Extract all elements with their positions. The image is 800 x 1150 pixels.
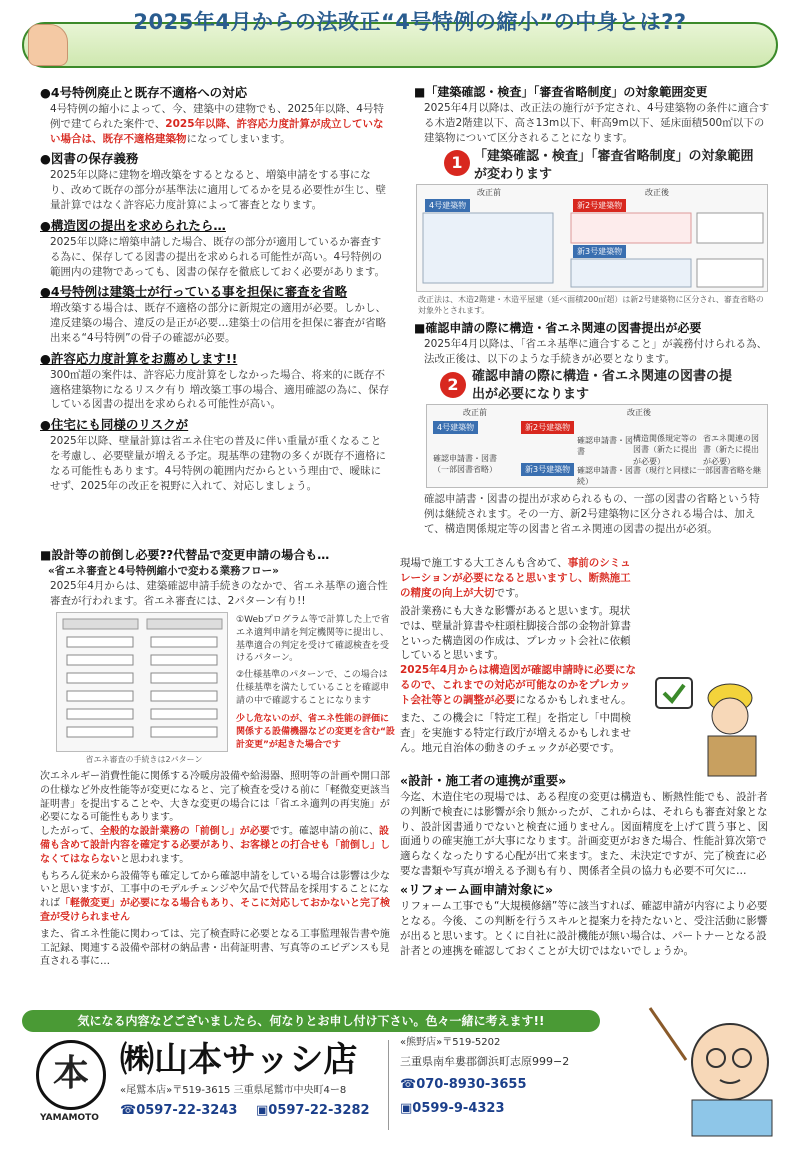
section-heading: «設計・施工者の連携が重要» bbox=[400, 773, 567, 788]
body-text: です。確認申請の前に、 bbox=[269, 826, 380, 838]
company-name: ㈱山本サッシ店 bbox=[120, 1040, 358, 1080]
branch-address: 三重県南牟婁郡御浜町志原999−2 bbox=[400, 1055, 570, 1068]
section-body: 2025年以降に増築申請した場合、既存の部分が適用しているか審査する為に、保存してる図書の提出を求められる可能性が高い。4号特例の範囲内の建物であっても、図書の保存を徹底しておく必要があります。 bbox=[50, 235, 386, 278]
design-section bbox=[40, 543, 396, 609]
section-storage bbox=[40, 150, 390, 212]
figure-box: 構造関係規定等の図書（新たに提出が必要） bbox=[633, 434, 697, 466]
body-text: になってしまいます。 bbox=[186, 132, 291, 145]
body-text: したがって、 bbox=[40, 826, 100, 838]
section-heading: ●4号特例は建築士が行っている事を担保に審査を省略 bbox=[40, 284, 348, 300]
section-heading: ■「建築確認・検査」「審査省略制度」の対象範囲変更 bbox=[414, 85, 708, 99]
section-heading: ●4号特例廃止と既存不適格への対応 bbox=[40, 85, 248, 100]
section-allowable-stress bbox=[40, 350, 390, 412]
body-text: 設計業務にも大きな影響があると思います。現状では、壁量計算書や柱頭柱脚接合部の金物計算書といった構造図の作成は、プレカット会社に依頼していると思います。 bbox=[400, 604, 631, 662]
worker-illustration bbox=[652, 668, 772, 778]
section-heading: ●住宅にも同様のリスクが bbox=[40, 417, 189, 433]
figure-1-graphic bbox=[417, 185, 769, 293]
figure-box: 確認申請書・図書（一部図書省略） bbox=[433, 454, 497, 475]
branch-tel-number: 070-8930-3655 bbox=[416, 1077, 527, 1092]
thumbs-up-icon bbox=[28, 24, 68, 66]
section-body: 2025年4月以降は、改正法の施行が予定され、4号建築物の条件に適合する木造2階建以下、高さ13m以下、軒高9m以下、延床面積500㎡以下の建築物について区分されることになります。 bbox=[424, 102, 770, 144]
highlight-text: 事前のシミュレーションが必要になると思いますし、断熱施工の精度の向上が大切 bbox=[400, 557, 631, 599]
section-body: 2025年以降に建物を増改築をするとなると、増築申請をする事になり、改めて既存の部分が基準法に適用してるかを見る必要性が生じ、壁量計算ではなく許容応力度計算によって審査となります。 bbox=[50, 169, 386, 212]
hq-fax: ▣0597-22-3282 bbox=[256, 1103, 370, 1118]
pattern-note-1: ①Webプログラム等で計算した上で省エネ適判申請を判定機関等に提出し、基準適合の判定を受けて確認検査を受けるパターン。 bbox=[236, 615, 390, 664]
category-label: 4号建築物 bbox=[433, 421, 478, 434]
footer-divider bbox=[388, 1040, 389, 1130]
number-1-badge: 1 bbox=[444, 150, 470, 176]
section-housing-risk bbox=[40, 416, 390, 493]
pattern-note-2: ②仕様基準のパターンで、この場合は仕様基準を満たしていることを確認申請の中で確認することになります bbox=[236, 670, 390, 706]
branch-tel-2: ▣0599-9-4323 bbox=[400, 1101, 505, 1116]
body-paragraph bbox=[40, 870, 396, 925]
branch-fax-number: 0599-9-4323 bbox=[412, 1101, 505, 1116]
pattern-notes bbox=[236, 614, 396, 752]
before-label: 改正前 bbox=[463, 408, 487, 417]
flowchart-figure bbox=[56, 612, 228, 752]
hq-tel: ☎0597-22-3243 bbox=[120, 1103, 238, 1118]
section-body: 確認申請書・図書の提出が求められるもの、一部の図書の省略という特例は継続されます。その一方、新2号建築物に区分される場合は、加えて、構造関係規定等の図書と省エネ関連の図書の提出が必須。 bbox=[424, 493, 760, 535]
highlight-text: 2025年4月からは構造図が確認申請時に必要になるので、これまでの対応が可能なのかをプレカット会社等との調整が必要 bbox=[400, 664, 637, 707]
category-label: 新3号建築物 bbox=[521, 463, 574, 476]
body-paragraph: また、この機会に「特定工程」を指定し「中間検査」を実施する特定行政庁が増えるかもしれません。地元自治体の動きのチェックが必要です。 bbox=[400, 712, 631, 754]
section-body: 300㎡超の案件は、許容応力度計算をしなかった場合、将来的に既存不適格建築物になるリスク有り 増改築工事の場合、適用確認の為に、保存している図書の提出を求められる可能性が高い。 bbox=[50, 368, 390, 411]
hq-address: «尾鷲本店»〒519-3615 三重県尾鷲市中央町4ー8 bbox=[120, 1085, 347, 1096]
flowchart-diagram bbox=[57, 613, 229, 753]
highlight-text: 2025年以降、許容応力度計算が成立していない場合は、既存不適格建築物 bbox=[50, 117, 384, 145]
body-text: です。 bbox=[494, 586, 526, 599]
number-2-badge: 2 bbox=[440, 372, 466, 398]
figure-box: 省エネ関連の図書（新たに提出が必要） bbox=[703, 434, 759, 466]
left-column bbox=[40, 80, 390, 497]
section-body: 2025年4月以降は、「省エネ基準に適合すること」が義務付けられる為、法改正後は、以下のような手続きが必要となります。 bbox=[424, 338, 768, 365]
figure-1 bbox=[416, 184, 768, 292]
section-heading: ●許容応力度計算をお薦めします!! bbox=[40, 350, 238, 366]
pattern-warning: 少し危ないのが、省エネ性能の評価に関係する設備機器などの変更を含む“設計変更”が起きた場合です bbox=[236, 714, 395, 750]
figure-1-title: 「建築確認・検査」「審査省略制度」の対象範囲が変わります bbox=[474, 149, 754, 183]
before-label: 改正前 bbox=[477, 188, 501, 197]
section-architect bbox=[40, 283, 390, 345]
figure-1-note: 改正法は、木造2階建・木造平屋建（延べ面積200㎡超）は新2号建築物に区分され、審査省略の対象外とされます。 bbox=[418, 295, 764, 316]
body-paragraph bbox=[400, 604, 640, 664]
body-paragraph bbox=[400, 556, 640, 601]
section-body: 2025年以降、壁量計算は省エネ住宅の普及に伴い重量が重くなることを考慮し、必要壁量が増える予定。現基準の建物の多くが既存不適格になる可能性もあります。4号特例の範囲内だからという理由で、曖昧にせず、2025年の改正を視野に入れて、対応しましょう。 bbox=[50, 435, 386, 492]
section-body: 2025年4月からは、建築確認申請手続きのなかで、省エネ基準の適合性審査が行われます。省エネ審査には、2パターン有り!! bbox=[50, 579, 388, 607]
body-text: と思われます。 bbox=[120, 853, 190, 865]
right-section-3 bbox=[400, 556, 640, 756]
category-label: 4号建築物 bbox=[425, 199, 470, 212]
section-body bbox=[40, 102, 390, 147]
figure-2-title: 確認申請の際に構造・省エネ関連の図書の提出が必要になります bbox=[472, 369, 733, 403]
section-body: 増改築する場合は、既存不適格の部分に新規定の適用が必要。しかし、違反建築の場合、違反の是正が必要…建築士の信用を担保に審査が省略出来る“4号特例”の骨子の確認が必要。 bbox=[50, 302, 386, 344]
body-text: になるかもしれません。 bbox=[515, 694, 632, 707]
section-heading: ●図書の保存義務 bbox=[40, 151, 139, 167]
right-section-4 bbox=[400, 768, 770, 959]
right-column bbox=[414, 80, 770, 146]
body-text: もちろん従来から設備等も確定してから確認申請をしている場合は影響は少ないと思いますが、工事中のモデルチェンジや欠品で代替品を採用することになれば bbox=[40, 870, 390, 910]
section-4go-abolish bbox=[40, 84, 390, 146]
body-text: 4号特例の縮小によって、今、建築中の建物でも、2025年以降、4号特例で建てられた案件で、 bbox=[50, 102, 384, 130]
right-section-2 bbox=[414, 316, 770, 367]
section-heading: ■確認申請の際に構造・省エネ関連の図書提出が必要 bbox=[414, 321, 702, 335]
contact-banner: 気になる内容などございましたら、何なりとお申し付け下さい。色々一緒に考えます!! bbox=[22, 1010, 600, 1032]
body-paragraph: また、省エネ性能に関わっては、完了検査時に必要となる工事監理報告書や施工記録、関連する設備や部材の納品書・出荷証明書、写真等のエビデンスも見直される事に… bbox=[40, 928, 390, 968]
category-label: 新3号建築物 bbox=[573, 245, 626, 258]
elder-illustration bbox=[640, 1000, 780, 1140]
branch-tel-1: ☎070-8930-3655 bbox=[400, 1077, 527, 1092]
branch-label: «熊野店»〒519-5202 bbox=[400, 1037, 501, 1048]
body-paragraph bbox=[400, 663, 640, 708]
right-section-2-after bbox=[424, 492, 770, 537]
hq-fax-number: 0597-22-3282 bbox=[268, 1103, 370, 1118]
section-body: 今迄、木造住宅の現場では、ある程度の変更は構造も、断熱性能でも、設計者の判断で検査には影響が余り無かったが、これからは、それらも審査対象となり、設計図書通りでないと検査に通りません。図面精度を上げて貰う事と、図面通りの確実施工が大事になります。計画変更がおきた場合、性能計算次第で適らなくなったりする心配が出て来ます。また、未決定ですが、完了検査に必要な書類や写真が増える予測も有り、関係者全員の協力も必要不可欠に… bbox=[400, 790, 769, 878]
body-paragraph: 次エネルギー消費性能に関係する冷暖房設備や給湯器、照明等の計画や開口部の仕様など外皮性能等が変更になると、完了検査を受ける前に「軽微変更該当証明書」を提出することや、大きな変更の場合には「省エネ適判の再実施」が必要になる可能性もあります。 bbox=[40, 771, 390, 824]
page-title: 2025年4月からの法改正“4号特例の縮小”の中身とは?? bbox=[133, 10, 687, 34]
after-label: 改正後 bbox=[627, 408, 651, 417]
body-paragraph bbox=[40, 825, 396, 866]
figure-2 bbox=[426, 404, 768, 488]
figure-box: 確認申請書・図書 bbox=[577, 436, 633, 457]
figure-caption: 省エネ審査の手続きは2パターン bbox=[85, 755, 203, 764]
body-text: 現場で施工する大工さんも含めて、 bbox=[400, 557, 568, 569]
highlight-text: 全般的な設計業務の「前倒し」が必要 bbox=[99, 826, 270, 838]
after-label: 改正後 bbox=[645, 188, 669, 197]
category-label: 新2号建築物 bbox=[521, 421, 574, 434]
highlight-text: 「軽微変更」が必要になる場合もあり、そこに対応しておかないと完了検査が受けられません bbox=[40, 898, 390, 923]
logo-text: YAMAMOTO bbox=[40, 1113, 99, 1123]
left-lower-text bbox=[40, 770, 396, 969]
section-heading: ●構造図の提出を求められたら… bbox=[40, 217, 226, 233]
company-logo: 本 bbox=[36, 1040, 106, 1110]
highlight-text: 設備も含めて設計内容を確定する必要があり、お客様との打合せも「前倒し」しなくてはならない bbox=[40, 826, 390, 865]
category-label: 新2号建築物 bbox=[573, 199, 626, 212]
figure-box: 確認申請書・図書（現行と同様に一部図書省略を継続） bbox=[577, 466, 761, 487]
hq-tel-number: 0597-22-3243 bbox=[136, 1103, 238, 1118]
sub-heading: «省エネ審査と4号特例縮小で変わる業務フロー» bbox=[48, 565, 279, 578]
section-heading: «リフォーム画申請対象に» bbox=[400, 882, 554, 898]
section-heading: ■設計等の前倒し必要??代替品で変更申請の場合も… bbox=[40, 548, 330, 562]
section-body: リフォーム工事でも“大規模修繕”等に該当すれば、確認申請が内容により必要となる。今後、この判断を行うスキルと提案力を持たないと、受注活動に影響が出ると思います。とくに自社に設計機能が無い場合は、パートナーとなる設計者との連携を確認しておくことが大切ではないでしょうか。 bbox=[400, 899, 768, 957]
section-structure-drawing bbox=[40, 217, 390, 279]
